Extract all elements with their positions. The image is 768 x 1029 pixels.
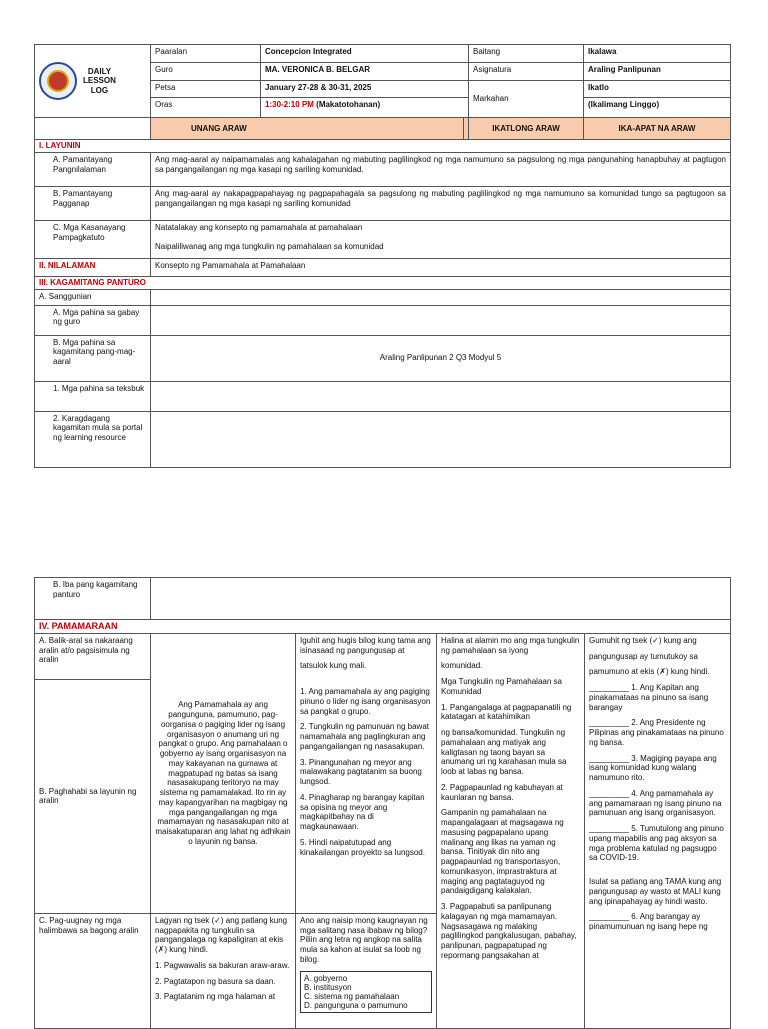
gabay-guro-label: A. Mga pahina sa gabay ng guro [35,305,151,335]
layunin-a-text: Ang mag-aaral ay naipamamalas ang kahalagahan ng mabuting paglilingkod ng mga namumuno sa pagsulong ng mga pangunahing hanapbuhay at pagtugon sa pangangailangan ng mga kasapi ng sariling komunidad. [151,152,731,186]
day4-intro3: pamumuno at ekis (✗) kung hindi. [589,667,710,677]
day4-c-intro: Isulat sa patlang ang TAMA kung ang pangungusap ay wasto at MALI kung ang ipinapahayag ay hindi wasto. [589,877,722,906]
day2-item-4: 4. Pinagharap ng barangay kapitan sa opisina ng meyor ang magkapitbahay na di magkaunawaan. [300,792,425,832]
day-header-4: IKA-APAT NA ARAW [584,118,731,140]
oras-value [261,98,469,118]
day2-item-5: 5. Hindi naipatutupad ang kinakailangan proyekto sa lungsod. [300,837,425,857]
deped-seal-icon [39,62,77,100]
petsa-label: Petsa [151,81,261,98]
day1-c-item-3: 3. Pagtatanim ng mga halaman at [155,992,276,1002]
choice-c: C. sistema ng pamahalaan [304,992,400,1002]
day1-c-item-1: 1. Pagwawalis sa bakuran araw-araw. [155,960,290,970]
choice-a: A. gobyerno [304,973,348,983]
choice-d: D. pangunguna o pamumuno [304,1001,408,1011]
sanggunian-label: A. Sanggunian [35,289,151,305]
day4-content [585,633,731,1028]
day4-item-5: _________ 5. Tumutulong ang pinuno upang mapabilis ang pag aksyon sa mga problema katulad ng pagsugpo sa COVID-19. [589,824,724,863]
pamamaraan-section: IV. PAMAMARAAN [35,620,731,634]
guro-label: Guro [151,63,261,81]
balik-aral-label: A. Balik-aral sa nakaraang aralin at/o pagsisimula ng aralin [35,633,151,679]
day4-item-4: _________ 4. Ang pamamahala ay ang pamamaraan ng isang pinuno na pamunuan ang isang organisasyon. [589,788,722,818]
layunin-c-label: C. Mga Kasanayang Pampagkatuto [35,220,151,258]
layunin-c-text [151,220,731,258]
day2-item-1: 1. Ang pamamahala ay ang pagiging pinuno o lider ng isang organisasyon sa pangkat o grupo. [300,687,431,716]
choice-b: B. institusyon [304,982,352,992]
layunin-a-label: A. Pamantayang Pangnilalaman [35,152,151,186]
day3-item-2: 2. Pagpapaunlad ng kabuhayan at kaunlaran ng bansa. [441,782,563,802]
day4-item-1: _________ 1. Ang Kapitan ang pinakamataas na pinuno sa isang barangay [589,683,709,712]
guro-value: MA. VERONICA B. BELGAR [261,63,469,81]
day2-balik-aral [296,633,437,913]
day4-item-6: _________ 6. Ang barangay ay pinamumunuan ng isang hepe ng [589,912,708,932]
day1-c-intro: Lagyan ng tsek (✓) ang patlang kung nagpapakita ng tungkulin sa pangangalaga ng kapaligiran at ekis (✗) kung hindi. [155,915,288,955]
title-lesson: LESSON [83,76,116,86]
nilalaman-section: II. NILALAMAN [35,258,151,276]
days-blank-cell [35,118,151,140]
day2-intro: Iguhit ang hugis bilog kung tama ang isinasaad ng pangungusap at [300,635,431,655]
day-header-1: UNANG ARAW [151,118,464,140]
day3-item-2b: Gampanin ng pamahalaan na mapangalagaan at magsagawa ng masusing pagpapalano upang malinang ang likas na yaman ng bansa. Tinitiyak din nito ang pagpapaunlad ng transportasyon, komunikasyon, imprastraktura at maging ang pagtataguyod ng pandaigdigang kalakalan. [441,808,564,896]
layunin-b-text: Ang mag-aaral ay nakapagpapahayag ng pagpapahagala sa pagsulong ng mabuting paglilingkod ng mga namumuno sa komunidad tungo sa pagtugoon sa pangangailangan ng mga kasapi ng sariling komunidad [151,186,731,220]
day2-item-2: 2. Tungkulin ng pamunuan ng bawat namamahala ang paglingkuran ang pangangailangan ng nasasakupan. [300,722,429,751]
teksbuk-label: 1. Mga pahina sa teksbuk [35,381,151,411]
day3-item-1b: ng bansa/komunidad. Tungkulin ng pamahalaan ang matiyak ang kaligtasan ng taong bayan sa anumang uri ng karahasan mula sa loob at labas ng bansa. [441,728,567,777]
day2-pag-uugnay [296,913,437,1028]
kagamitang-mag-aaral-label: B. Mga pahina sa kagamitang pang-mag-aaral [35,335,151,381]
title-log: LOG [90,85,109,95]
day1-pag-uugnay [151,913,296,1028]
layunin-c-text-2: Naipaliliwanag ang mga tungkulin ng pamahalaan sa komunidad [155,241,384,251]
oras-note: (Makatotohanan) [316,100,381,109]
day1-c-item-2: 2. Pagtatapon ng basura sa daan. [155,976,276,986]
day1-paghahabi-text: Ang Pamamahala ay ang pangunguna, pamumuno, pag-oorganisa o pagiging lider ng isang organisasyon o anumang uri ng pangkat o grupo. Ang pamahalaan o gobyerno ay isang organisasyon na may kakayanan na gumawa at magpatupad ng batas sa isang nasasakupang teritoryo na may sistema ng pamamalakad. Ito rin ay may kapangyarihan na magbigay ng mga pangangailangan ng mga mamamayan ng nasasakupan nito at maisakatuparan ang lahat ng adhikain o layunin ng bansa. [151,633,296,913]
day3-item-3: 3. Pagpapabuti sa panlipunang kalagayan ng mga mamamayan. Nagsasagawa ng malaking paglilingkod pangkalusugan, pabahay, panlipunan, pagpapatupad ng repormang pangsakahan at [441,902,577,960]
portal-label: 2. Karagdagang kagamitan mula sa portal ng learning resource [35,411,151,467]
day3-head: Mga Tungkulin ng Pamahalaan sa Komunidad [441,677,562,696]
title-daily: DAILY [87,66,112,76]
markahan-week: (Ikalimang Linggo) [584,98,731,118]
day2-intro2: tatsulok kung mali. [300,661,367,671]
kagamitang-mag-aaral-text: Araling Panlipunan 2 Q3 Modyul 5 [151,335,731,381]
day3-item-1a: 1. Pangangalaga at pagpapanatili ng katatagan at katahimikan [441,702,572,722]
paaralan-value: Concepcion Integrated [261,45,469,63]
asignatura-value: Araling Panlipunan [584,63,731,81]
pag-uugnay-label: C. Pag-uugnay ng mga halimbawa sa bagong aralin [35,913,151,1028]
oras-label: Oras [151,98,261,118]
day3-intro2: komunidad. [441,661,483,671]
markahan-label: Markahan [469,81,584,118]
day3-intro1: Halina at alamin mo ang mga tungkulin ng pamahalaan sa iyong [441,635,580,655]
layunin-section: I. LAYUNIN [35,140,731,153]
day3-content [437,633,585,1028]
kagamitan-section: III. KAGAMITANG PANTURO [35,276,731,289]
asignatura-label: Asignatura [469,63,584,81]
baitang-value: Ikalawa [584,45,731,63]
day4-item-2: _________ 2. Ang Presidente ng Pilipinas ang pinakamataas na pinuno ng bansa. [589,718,724,747]
day4-intro2: pangungusap ay tumutukoy sa [589,651,698,661]
lesson-log-table-page1 [34,44,731,468]
layunin-b-label: B. Pamantayang Pagganap [35,186,151,220]
day-header-3: IKATLONG ARAW [469,118,584,140]
day2-item-3: 3. Pinangunahan ng meyor ang malawakang pagtatanim sa buong lungsod. [300,757,422,787]
markahan-value: Ikatlo [584,81,731,98]
lesson-log-table-page2 [34,577,731,1029]
day2-c-intro: Ano ang naisip mong kaugnayan ng mga salitang nasa ibabaw ng bilog? Piliin ang letra ng angkop na salita mula sa kahon at isulat sa loob ng bilog. [300,915,428,964]
baitang-label: Baitang [469,45,584,63]
choices-box [300,971,432,1014]
nilalaman-text: Konsepto ng Pamamahala at Pamahalaan [151,258,731,276]
paghahabi-label: B. Paghahabi sa layunin ng aralin [35,679,151,913]
oras-time: 1:30-2:10 PM [265,100,314,109]
day4-intro1: Gumuhit ng tsek (✓) kung ang [589,635,697,645]
petsa-value: January 27-28 & 30-31, 2025 [261,81,469,98]
paaralan-label: Paaralan [151,45,261,63]
layunin-c-text-1: Natatalakay ang konsepto ng pamamahala at pamahalaan [155,222,363,232]
iba-pang-kagamitan-label: B. Iba pang kagamitang panturo [35,578,151,620]
day4-item-3: _________ 3. Magiging payapa ang isang komunidad kung walang namumuno rito. [589,753,717,783]
header-title-cell [35,45,151,118]
